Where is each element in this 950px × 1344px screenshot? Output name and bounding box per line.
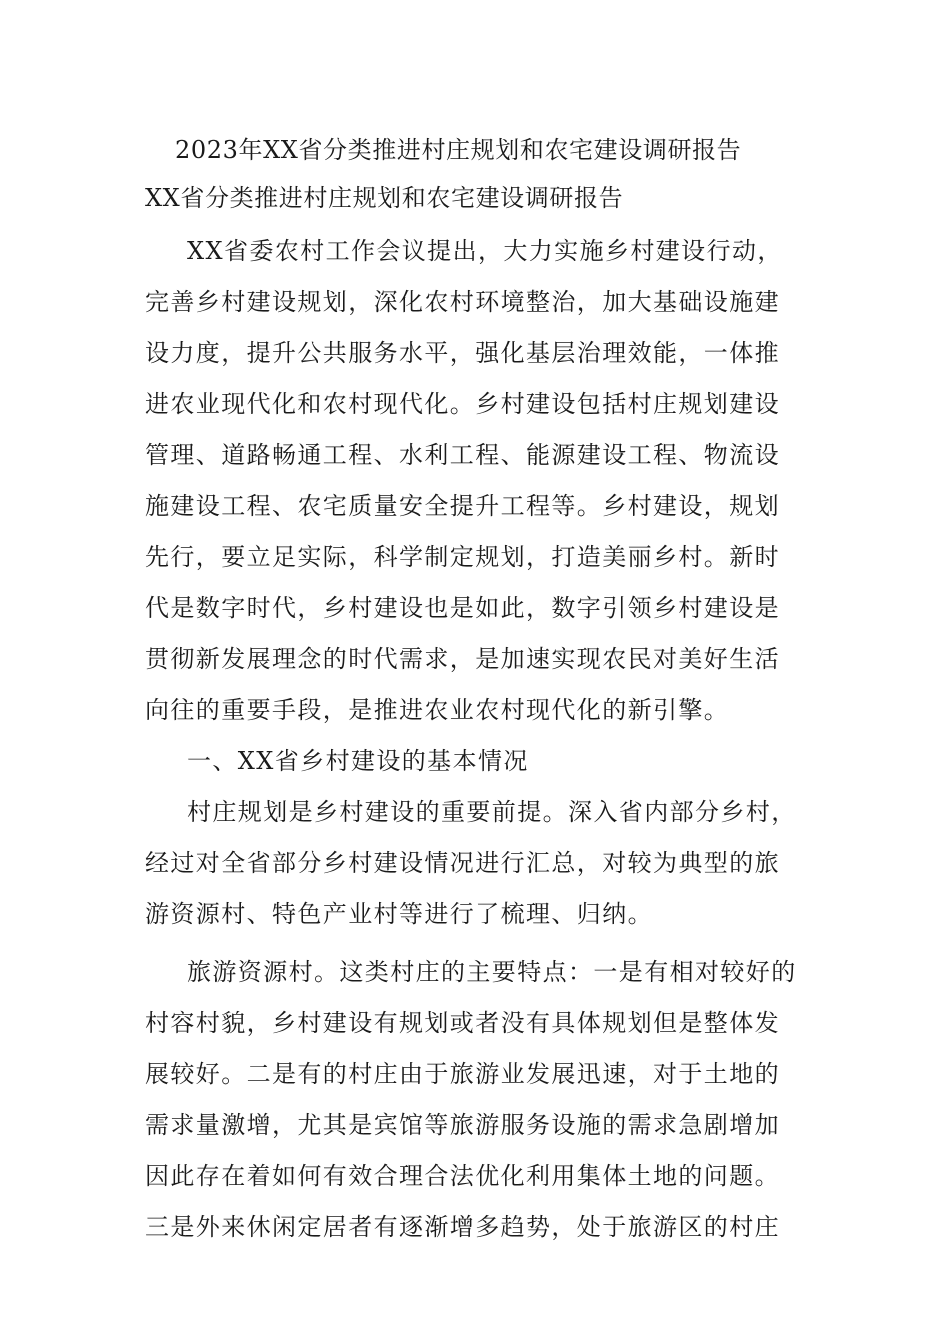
paragraph-line: 因此存在着如何有效合理合法优化利用集体土地的问题。 [145,1162,780,1190]
paragraph-line: 设力度，提升公共服务水平，强化基层治理效能，一体推 [145,339,780,367]
paragraph-line: 村容村貌，乡村建设有规划或者没有具体规划但是整体发 [145,1009,780,1037]
paragraph-tourism-villages [145,947,807,1253]
paragraph-line: 完善乡村建设规划，深化农村环境整治，加大基础设施建 [145,288,780,316]
paragraph-line: 经过对全省部分乡村建设情况进行汇总，对较为典型的旅 [145,849,780,877]
paragraph-line: 向往的重要手段，是推进农业农村现代化的新引擎。 [145,696,730,724]
paragraph-line: 先行，要立足实际，科学制定规划，打造美丽乡村。新时 [145,543,780,571]
paragraph-line: 贯彻新发展理念的时代需求，是加速实现农民对美好生活 [145,645,780,673]
paragraph-line: 进农业现代化和农村现代化。乡村建设包括村庄规划建设 [145,390,780,418]
paragraph-line: 施建设工程、农宅质量安全提升工程等。乡村建设，规划 [145,492,780,520]
paragraph-line: 三是外来休闲定居者有逐渐增多趋势，处于旅游区的村庄 [145,1213,780,1241]
paragraph-line: 村庄规划是乡村建设的重要前提。深入省内部分乡村， [187,798,797,826]
paragraph-intro [145,226,807,736]
paragraph-line: 管理、道路畅通工程、水利工程、能源建设工程、物流设 [145,441,780,469]
document-page [145,126,807,1253]
paragraph-line: 展较好。二是有的村庄由于旅游业发展迅速，对于土地的 [145,1060,780,1088]
paragraph-line: 旅游资源村。这类村庄的主要特点：一是有相对较好的 [187,958,797,986]
paragraph-spacer [145,940,807,947]
paragraph-line: XX省委农村工作会议提出，大力实施乡村建设行动， [187,237,783,265]
paragraph-line: 游资源村、特色产业村等进行了梳理、归纳。 [145,900,653,928]
document-subtitle: XX省分类推进村庄规划和农宅建设调研报告 [145,184,624,212]
paragraph-line: 代是数字时代，乡村建设也是如此，数字引领乡村建设是 [145,594,780,622]
section-heading: 一、XX省乡村建设的基本情况 [187,747,529,775]
document-title: 2023年XX省分类推进村庄规划和农宅建设调研报告 [175,136,742,164]
paragraph-line: 需求量激增，尤其是宾馆等旅游服务设施的需求急剧增加 [145,1111,780,1139]
paragraph-overview [145,787,807,940]
